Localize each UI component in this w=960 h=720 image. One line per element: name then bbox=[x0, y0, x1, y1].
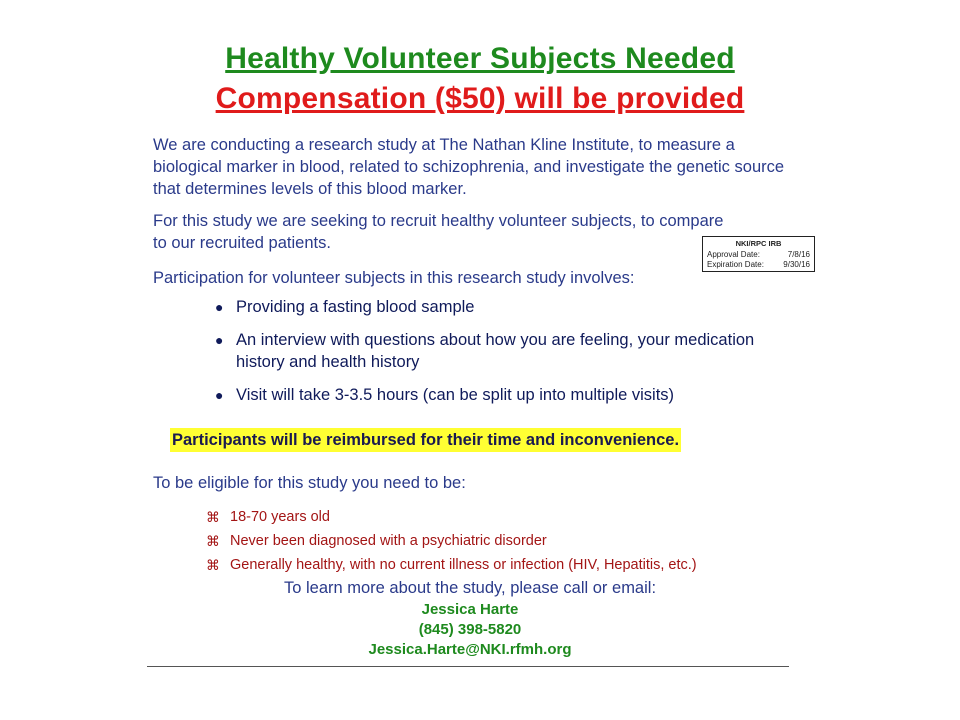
irb-approval-date: 7/8/16 bbox=[787, 250, 810, 259]
list-item-text: Visit will take 3-3.5 hours (can be split up into multiple visits) bbox=[236, 386, 675, 404]
list-item bbox=[206, 553, 697, 577]
reimbursement-highlight: Participants will be reimbursed for their time and inconvenience. bbox=[170, 428, 681, 452]
irb-approval-label: Approval Date: bbox=[707, 250, 760, 259]
irb-approval-row bbox=[707, 250, 810, 260]
participation-intro: Participation for volunteer subjects in this research study involves: bbox=[153, 269, 635, 287]
eligibility-text: Generally healthy, with no current illness or infection (HIV, Hepatitis, etc.) bbox=[230, 557, 697, 573]
contact-email[interactable]: Jessica.Harte@NKI.rfmh.org bbox=[368, 641, 572, 658]
bullet-dot-icon: ● bbox=[215, 299, 224, 315]
eligibility-list bbox=[206, 505, 697, 577]
list-item bbox=[214, 329, 774, 373]
eligibility-text: 18-70 years old bbox=[230, 509, 330, 525]
participation-list bbox=[214, 296, 774, 417]
cross-marker-icon: ⌘ bbox=[206, 557, 220, 573]
irb-expiration-date: 9/30/16 bbox=[783, 260, 810, 269]
eligibility-text: Never been diagnosed with a psychiatric disorder bbox=[230, 533, 547, 549]
list-item-text: An interview with questions about how you are feeling, your medication history and health history bbox=[236, 331, 755, 371]
irb-expiration-label: Expiration Date: bbox=[707, 260, 764, 269]
list-item bbox=[206, 529, 697, 553]
irb-stamp-header: NKI/RPC IRB bbox=[735, 239, 782, 248]
cross-marker-icon: ⌘ bbox=[206, 509, 220, 525]
flyer-subtitle-compensation: Compensation ($50) will be provided bbox=[215, 82, 745, 115]
irb-expiration-row bbox=[707, 260, 810, 270]
eligibility-intro: To be eligible for this study you need to be: bbox=[153, 474, 466, 492]
study-description: We are conducting a research study at The Nathan Kline Institute, to measure a biological marker in blood, related to schizophrenia, and investigate the genetic source that determines levels of this blood marker. bbox=[153, 136, 785, 198]
list-item bbox=[214, 296, 774, 318]
list-item-text: Providing a fasting blood sample bbox=[236, 298, 475, 316]
list-item bbox=[214, 384, 774, 406]
contact-prompt: To learn more about the study, please call or email: bbox=[283, 579, 657, 597]
bullet-dot-icon: ● bbox=[215, 387, 224, 403]
bottom-divider bbox=[147, 666, 789, 667]
flyer-title: Healthy Volunteer Subjects Needed bbox=[225, 42, 735, 75]
cross-marker-icon: ⌘ bbox=[206, 533, 220, 549]
recruitment-description: For this study we are seeking to recruit healthy volunteer subjects, to compare to our recruited patients. bbox=[153, 212, 724, 252]
bullet-dot-icon: ● bbox=[215, 332, 224, 348]
list-item bbox=[206, 505, 697, 529]
contact-phone[interactable]: (845) 398-5820 bbox=[418, 621, 522, 638]
contact-name: Jessica Harte bbox=[421, 601, 519, 618]
irb-approval-stamp bbox=[702, 236, 815, 272]
